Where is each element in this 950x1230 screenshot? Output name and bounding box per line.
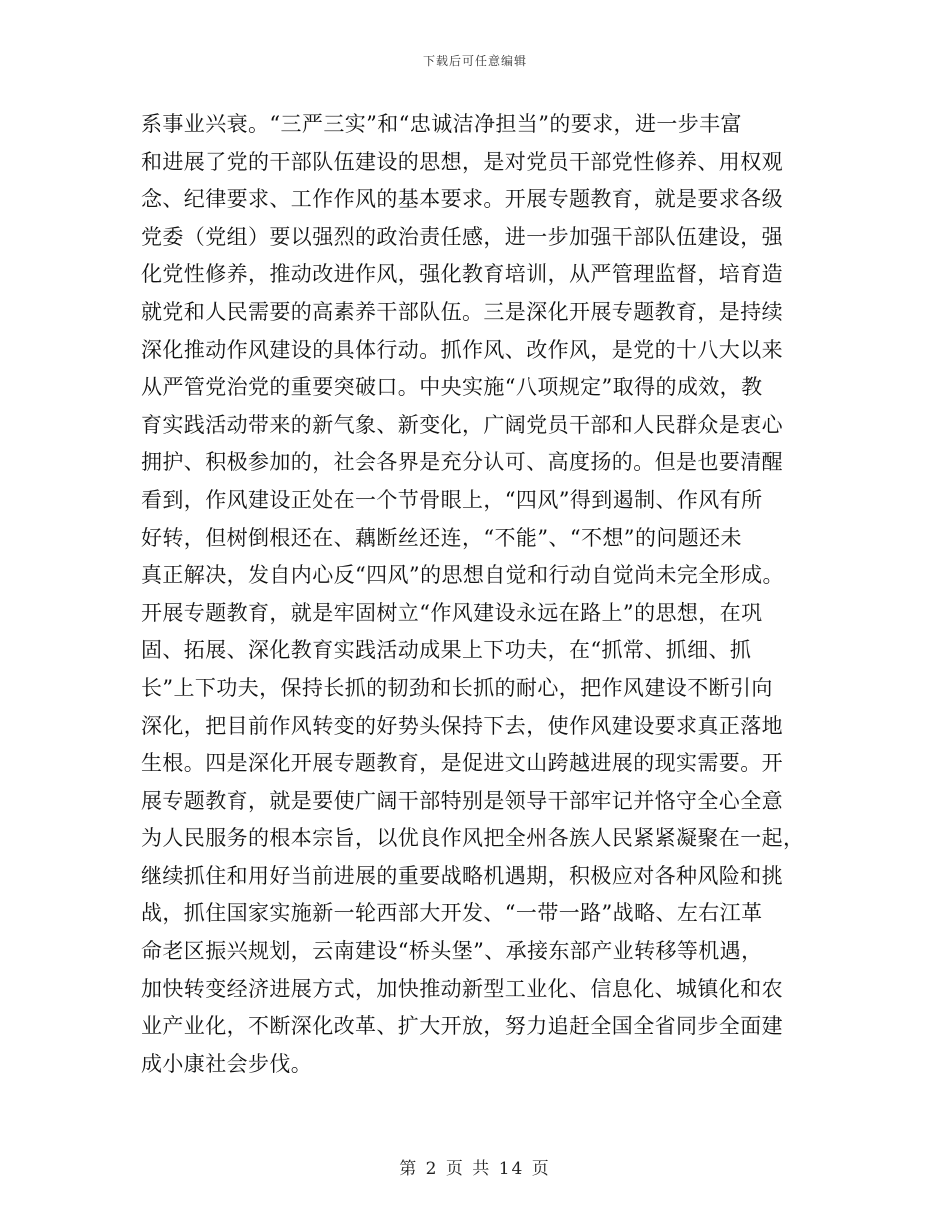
text-line: 党委（党组）要以强烈的政治责任感，进一步加强干部队伍建设，强 (141, 224, 783, 249)
text-line: 育实践活动带来的新气象、新变化，广阔党员干部和人民群众是衷心 (141, 412, 783, 437)
body-text (141, 106, 831, 1083)
text-line: 战，抓住国家实施新一轮西部大开发、“一带一路”战略、左右江革 (141, 901, 763, 926)
page-number: 第 2 页 共 14 页 (399, 1159, 551, 1179)
text-line: 固、拓展、深化教育实践活动成果上下功夫，在“抓常、抓细、抓 (141, 638, 752, 663)
text-line: 长”上下功夫，保持长抓的韧劲和长抓的耐心，把作风建设不断引向 (141, 675, 773, 700)
text-line: 深化，把目前作风转变的好势头保持下去，使作风建设要求真正落地 (141, 713, 783, 738)
text-line: 继续抓住和用好当前进展的重要战略机遇期，积极应对各种风险和挑 (141, 863, 783, 888)
text-line: 念、纪律要求、工作作风的基本要求。开展专题教育，就是要求各级 (141, 187, 783, 212)
text-line: 和进展了党的干部队伍建设的思想，是对党员干部党性修养、用权观 (141, 149, 783, 174)
page-header: 下载后可任意编辑 (422, 54, 527, 68)
text-line: 化党性修养，推动改进作风，强化教育培训，从严管理监督，培育造 (141, 262, 783, 287)
text-line: 生根。四是深化开展专题教育，是促进文山跨越进展的现实需要。开 (141, 751, 783, 776)
text-line: 展专题教育，就是要使广阔干部特别是领导干部牢记并恪守全心全意 (141, 788, 783, 813)
text-line: 好转，但树倒根还在、藕断丝还连，“不能”、“不想”的问题还未 (141, 525, 742, 550)
text-line: 就党和人民需要的高素养干部队伍。三是深化开展专题教育，是持续 (141, 299, 783, 324)
text-line: 命老区振兴规划，云南建设“桥头堡”、承接东部产业转移等机遇， (141, 939, 763, 964)
text-line: 业产业化，不断深化改革、扩大开放，努力追赶全国全省同步全面建 (141, 1014, 783, 1039)
text-line: 深化推动作风建设的具体行动。抓作风、改作风，是党的十八大以来 (141, 337, 783, 362)
text-line: 为人民服务的根本宗旨，以优良作风把全州各族人民紧紧凝聚在一起， (141, 826, 805, 851)
text-line: 看到，作风建设正处在一个节骨眼上，“四风”得到遏制、作风有所 (141, 487, 763, 512)
text-line: 从严管党治党的重要突破口。中央实施“八项规定”取得的成效，教 (141, 375, 763, 400)
text-line: 加快转变经济进展方式，加快推动新型工业化、信息化、城镇化和农 (141, 976, 783, 1001)
text-line: 系事业兴衰。“三严三实”和“忠诚洁净担当”的要求，进一步丰富 (141, 112, 742, 136)
text-line: 成小康社会步伐。 (141, 1051, 313, 1076)
text-line: 拥护、积极参加的，社会各界是充分认可、高度扬的。但是也要清醒 (141, 450, 783, 475)
text-line: 开展专题教育，就是牢固树立“作风建设永远在路上”的思想，在巩 (141, 600, 763, 625)
text-line: 真正解决，发自内心反“四风”的思想自觉和行动自觉尚未完全形成。 (141, 563, 784, 588)
